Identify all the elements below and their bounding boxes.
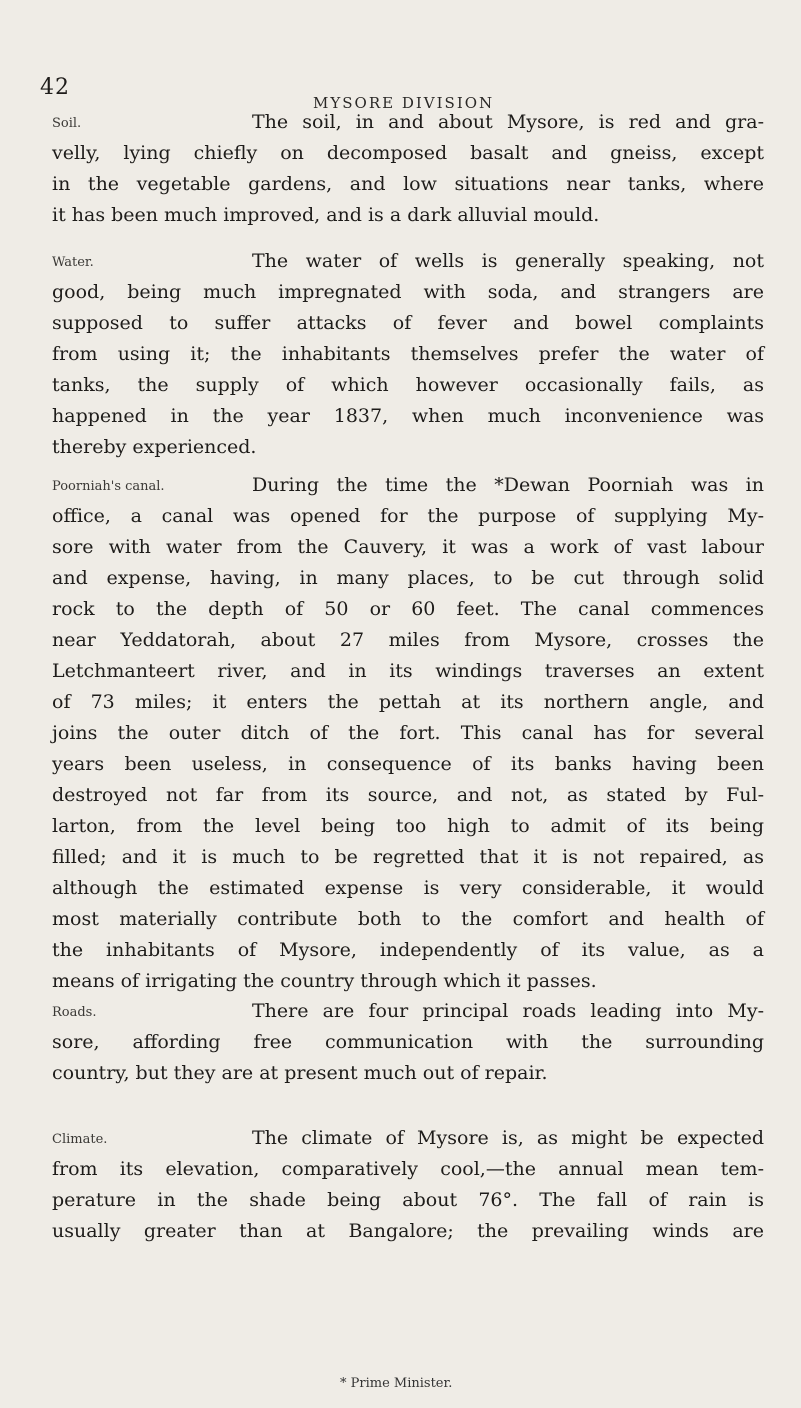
text-line: the inhabitants of Mysore, independently of its value, as a bbox=[52, 939, 764, 961]
text-line: happened in the year 1837, when much inconvenience was bbox=[52, 405, 764, 427]
text-line: although the estimated expense is very considerable, it would bbox=[52, 877, 764, 899]
margin-note-water: Water. bbox=[52, 255, 94, 270]
margin-note-poorniahs-canal: Poorniah's canal. bbox=[52, 479, 165, 494]
text-line: filled; and it is much to be regretted that it is not repaired, as bbox=[52, 846, 764, 868]
text-line: The water of wells is generally speaking, not bbox=[252, 250, 764, 272]
text-line: The climate of Mysore is, as might be expected bbox=[252, 1127, 764, 1149]
text-line: sore with water from the Cauvery, it was a work of vast labour bbox=[52, 536, 764, 558]
text-line: near Yeddatorah, about 27 miles from Mysore, crosses the bbox=[52, 629, 764, 651]
text-line: supposed to suffer attacks of fever and bowel complaints bbox=[52, 312, 764, 334]
text-line: larton, from the level being too high to admit of its being bbox=[52, 815, 764, 837]
text-line: perature in the shade being about 76°. The fall of rain is bbox=[52, 1189, 764, 1211]
text-line: destroyed not far from its source, and not, as stated by Ful- bbox=[52, 784, 764, 806]
text-line: velly, lying chiefly on decomposed basalt and gneiss, except bbox=[52, 142, 764, 164]
text-line: most materially contribute both to the comfort and health of bbox=[52, 908, 764, 930]
text-line: usually greater than at Bangalore; the prevailing winds are bbox=[52, 1220, 764, 1242]
text-line: from its elevation, comparatively cool,—the annual mean tem- bbox=[52, 1158, 764, 1180]
text-line: it has been much improved, and is a dark alluvial mould. bbox=[52, 204, 600, 226]
text-line: thereby experienced. bbox=[52, 436, 257, 458]
text-line: of 73 miles; it enters the pettah at its northern angle, and bbox=[52, 691, 764, 713]
text-line: in the vegetable gardens, and low situations near tanks, where bbox=[52, 173, 764, 195]
paragraph-soil bbox=[52, 107, 764, 231]
running-head: MYSORE DIVISION bbox=[313, 94, 495, 112]
margin-note-soil: Soil. bbox=[52, 116, 82, 131]
text-line: office, a canal was opened for the purpose of supplying My- bbox=[52, 505, 764, 527]
footnote: * Prime Minister. bbox=[340, 1376, 453, 1391]
text-line: There are four principal roads leading into My- bbox=[252, 1000, 764, 1022]
text-line: good, being much impregnated with soda, and strangers are bbox=[52, 281, 764, 303]
paragraph-canal bbox=[52, 470, 764, 997]
text-line: tanks, the supply of which however occasionally fails, as bbox=[52, 374, 764, 396]
text-line: means of irrigating the country through which it passes. bbox=[52, 970, 597, 992]
text-line: from using it; the inhabitants themselves prefer the water of bbox=[52, 343, 764, 365]
text-line: and expense, having, in many places, to be cut through solid bbox=[52, 567, 764, 589]
text-line: sore, affording free communication with the surrounding bbox=[52, 1031, 764, 1053]
text-line: joins the outer ditch of the fort. This canal has for several bbox=[52, 722, 764, 744]
paragraph-climate bbox=[52, 1123, 764, 1247]
text-line: During the time the *Dewan Poorniah was in bbox=[252, 474, 764, 496]
text-line: Letchmanteert river, and in its windings traverses an extent bbox=[52, 660, 764, 682]
paragraph-roads bbox=[52, 996, 764, 1089]
page-number: 42 bbox=[40, 75, 70, 100]
paragraph-water bbox=[52, 246, 764, 463]
margin-note-climate: Climate. bbox=[52, 1132, 108, 1147]
text-line: country, but they are at present much out of repair. bbox=[52, 1062, 548, 1084]
text-line: rock to the depth of 50 or 60 feet. The canal commences bbox=[52, 598, 764, 620]
margin-note-roads: Roads. bbox=[52, 1005, 97, 1020]
text-line: years been useless, in consequence of its banks having been bbox=[52, 753, 764, 775]
text-line: The soil, in and about Mysore, is red and gra- bbox=[252, 111, 764, 133]
